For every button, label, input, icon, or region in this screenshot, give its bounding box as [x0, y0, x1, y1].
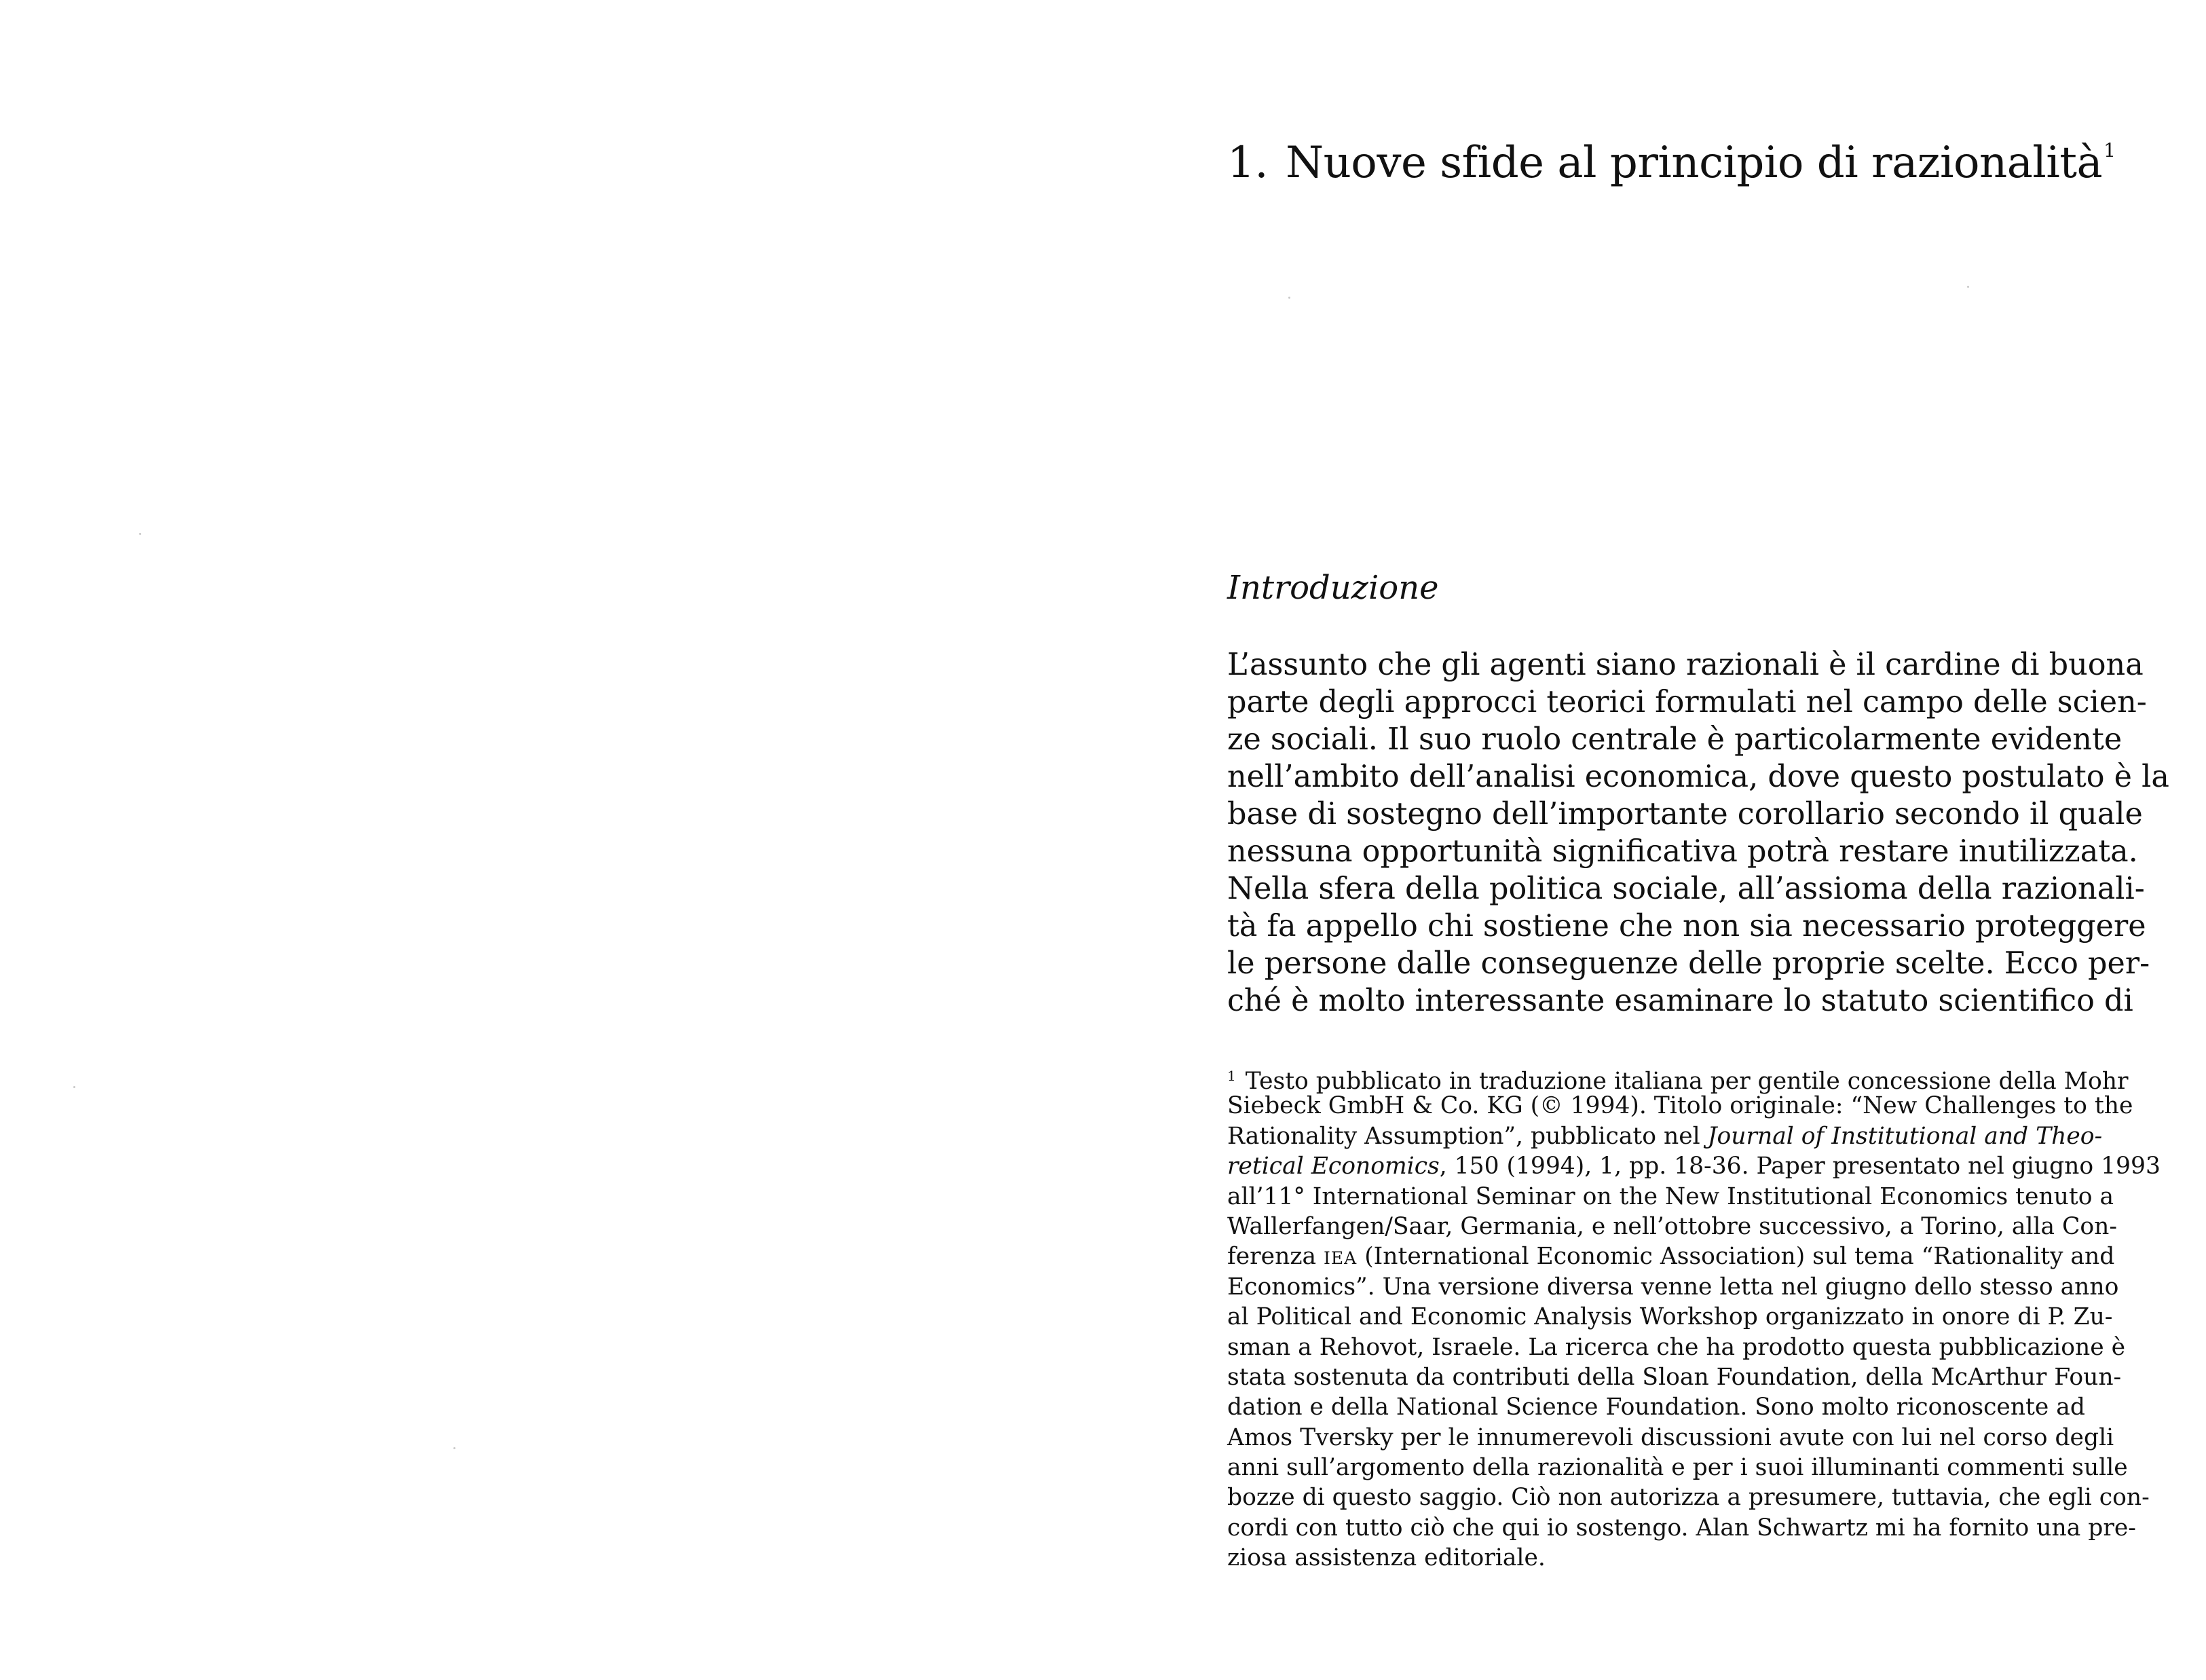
scan-speck: [1967, 286, 1969, 288]
footnote-line: Amos Tversky per le innumerevoli discussioni avute con lui nel corso degli: [1227, 1423, 2114, 1451]
scan-speck: [73, 1086, 75, 1088]
footnote-line: al Political and Economic Analysis Workshop organizzato in onore di P. Zu-: [1227, 1303, 2113, 1331]
chapter-number: 1.: [1227, 138, 1269, 188]
body-line: parte degli approcci teorici formulati nel campo delle scien-: [1227, 685, 2147, 720]
footnote-line: ferenza IEA (International Economic Association) sul tema “Rationality and: [1227, 1243, 2115, 1271]
scan-speck: [139, 533, 141, 535]
body-paragraph: [1227, 646, 2169, 1020]
chapter-title-text: Nuove sfide al principio di razionalità: [1286, 138, 2103, 188]
chapter-title: [1227, 138, 2116, 188]
scan-speck: [1288, 297, 1290, 299]
footnote-line: retical Economics, 150 (1994), 1, pp. 18-36. Paper presentato nel giugno 1993: [1227, 1153, 2161, 1180]
footnote-line: anni sull’argomento della razionalità e per i suoi illuminanti commenti sulle: [1227, 1454, 2128, 1482]
footnote-line: stata sostenuta da contributi della Sloan Foundation, della McArthur Foun-: [1227, 1363, 2122, 1391]
journal-title: Journal of Institutional and Theo-: [1707, 1122, 2103, 1150]
footnote-line: dation e della National Science Foundation. Sono molto riconoscente ad: [1227, 1394, 2085, 1421]
body-line: ché è molto interessante esaminare lo statuto scientifico di: [1227, 984, 2133, 1018]
footnote-line: Wallerfangen/Saar, Germania, e nell’ottobre successivo, a Torino, alla Con-: [1227, 1212, 2118, 1240]
footnote-line: bozze di questo saggio. Ciò non autorizza a presumere, tuttavia, che egli con-: [1227, 1484, 2150, 1512]
footnote-line: Economics”. Una versione diversa venne letta nel giugno dello stesso anno: [1227, 1273, 2119, 1301]
body-line: le persone dalle conseguenze delle proprie scelte. Ecco per-: [1227, 946, 2150, 981]
small-caps-iea: IEA: [1324, 1248, 1358, 1269]
body-line: ze sociali. Il suo ruolo centrale è particolarmente evidente: [1227, 722, 2123, 757]
footnote-line: ziosa assistenza editoriale.: [1227, 1544, 1546, 1572]
footnote-marker: 1: [1227, 1068, 1236, 1084]
body-line: tà fa appello chi sostiene che non sia necessario proteggere: [1227, 909, 2146, 944]
footnote-line: $^1$ Testo pubblicato in traduzione italiana per gentile concessione della Mohr: [1227, 1068, 2129, 1095]
chapter-footnote-ref[interactable]: 1: [2104, 139, 2116, 162]
body-line: Nella sfera della politica sociale, all’assioma della razionali-: [1227, 872, 2145, 906]
footnote-line: cordi con tutto ciò che qui io sostengo. Alan Schwartz mi ha fornito una pre-: [1227, 1514, 2136, 1542]
body-line: base di sostegno dell’importante corollario secondo il quale: [1227, 797, 2143, 832]
footnote-line: all’11° International Seminar on the New Institutional Economics tenuto a: [1227, 1182, 2114, 1210]
body-line: nessuna opportunità significativa potrà restare inutilizzata.: [1227, 834, 2138, 869]
footnote-line: sman a Rehovot, Israele. La ricerca che ha prodotto questa pubblicazione è: [1227, 1333, 2126, 1361]
scan-speck: [453, 1447, 455, 1449]
footnote-line: Rationality Assumption”, pubblicato nel Journal of Institutional and Theo-: [1227, 1122, 2103, 1150]
journal-title-cont: retical Economics: [1227, 1153, 1440, 1180]
section-heading: Introduzione: [1227, 569, 1439, 607]
footnote-line: Siebeck GmbH & Co. KG (© 1994). Titolo originale: “New Challenges to the: [1227, 1092, 2133, 1120]
body-line: L’assunto che gli agenti siano razionali è il cardine di buona: [1227, 648, 2144, 682]
body-line: nell’ambito dell’analisi economica, dove questo postulato è la: [1227, 760, 2169, 794]
footnote: [1227, 1061, 2161, 1573]
